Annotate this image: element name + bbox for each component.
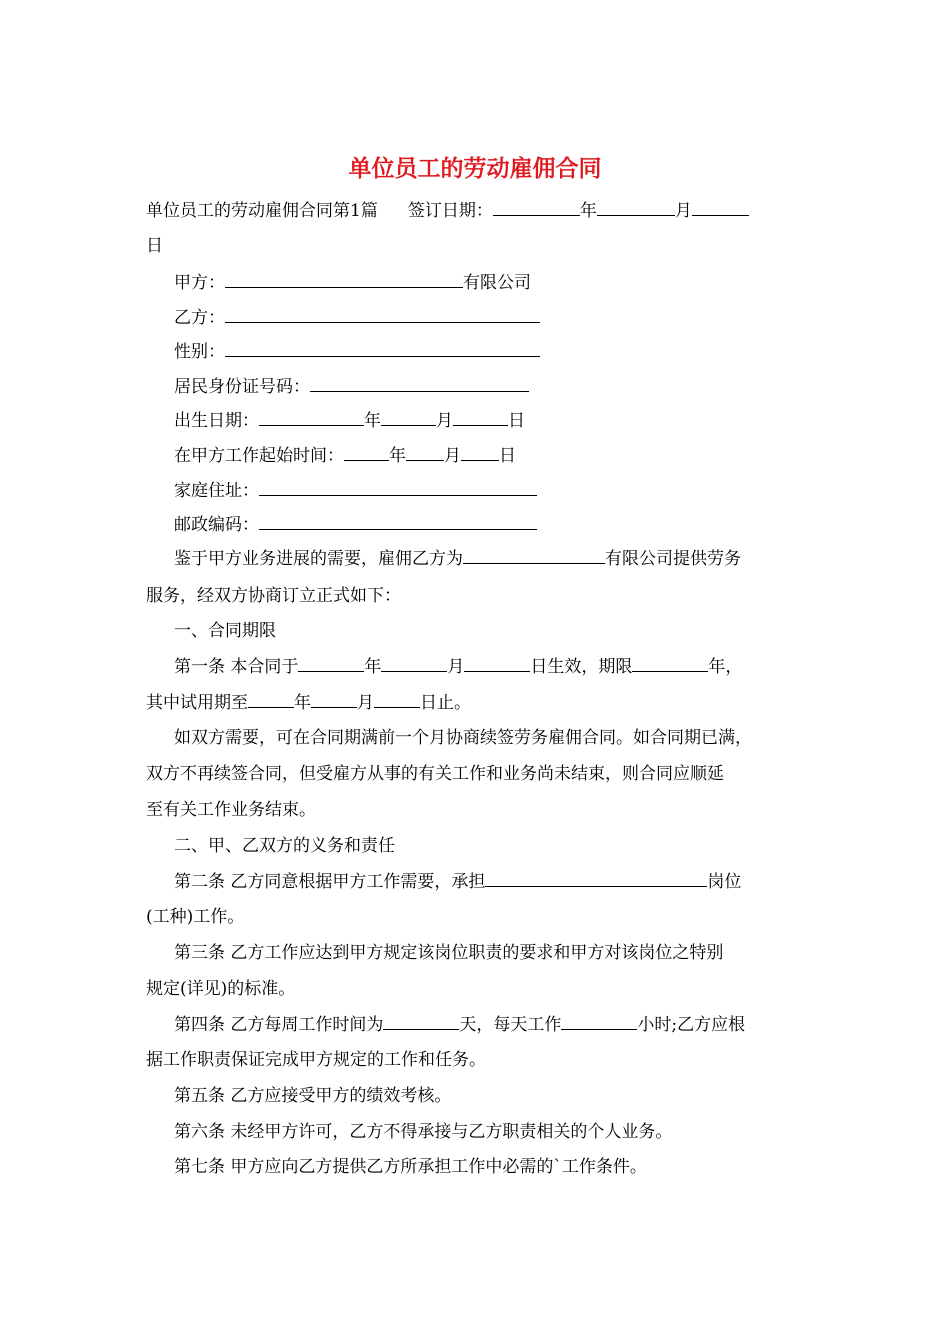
article-3-line-2: 规定(详见)的标准。: [146, 979, 296, 999]
gender-line: 性别：: [174, 339, 540, 364]
article-2-line-2: (工种)工作。: [146, 907, 245, 927]
header-line: 单位员工的劳动雇佣合同第1篇 签订日期： 年 月: [146, 198, 749, 223]
party-b-line: 乙方：: [174, 305, 540, 330]
birth-line: 出生日期： 年 月 日: [174, 408, 525, 433]
article-1-line-1: 第一条 本合同于 年 月 日生效，期限 年，: [174, 654, 742, 679]
section-1-heading: 一、合同期限: [174, 621, 276, 641]
article-1-line-2: 其中试用期至 年 月 日止。: [146, 690, 471, 715]
address-line: 家庭住址：: [174, 478, 537, 503]
renew-line-2: 双方不再续签合同，但受雇方从事的有关工作和业务尚未结束，则合同应顺延: [146, 764, 724, 784]
renew-line-1: 如双方需要，可在合同期满前一个月协商续签劳务雇佣合同。如合同期已满，: [174, 728, 752, 748]
renew-line-3: 至有关工作业务结束。: [146, 800, 316, 820]
postcode-line: 邮政编码：: [174, 512, 537, 537]
intro-line-1: 鉴于甲方业务进展的需要，雇佣乙方为 有限公司提供劳务: [174, 546, 741, 571]
article-7: 第七条 甲方应向乙方提供乙方所承担工作中必需的`工作条件。: [174, 1157, 647, 1177]
sign-date-label: 签订日期：: [407, 201, 493, 221]
article-2-line-1: 第二条 乙方同意根据甲方工作需要，承担 岗位: [174, 869, 741, 894]
doc-label: 单位员工的劳动雇佣合同第1篇: [146, 201, 378, 221]
article-4-line-1: 第四条 乙方每周工作时间为 天，每天工作 小时;乙方应根: [174, 1012, 745, 1037]
party-a-blank: [225, 270, 463, 288]
id-line: 居民身份证号码：: [174, 374, 529, 399]
header-day: 日: [146, 236, 163, 256]
intro-line-2: 服务，经双方协商订立正式如下：: [146, 586, 401, 606]
article-6: 第六条 未经甲方许可，乙方不得承接与乙方职责相关的个人业务。: [174, 1122, 673, 1142]
section-2-heading: 二、甲、乙双方的义务和责任: [174, 836, 395, 856]
document-title: 单位员工的劳动雇佣合同: [348, 156, 602, 182]
start-line: 在甲方工作起始时间： 年 月 日: [174, 443, 516, 468]
article-5: 第五条 乙方应接受甲方的绩效考核。: [174, 1086, 452, 1106]
article-4-line-2: 据工作职责保证完成甲方规定的工作和任务。: [146, 1050, 486, 1070]
article-3-line-1: 第三条 乙方工作应达到甲方规定该岗位职责的要求和甲方对该岗位之特别: [174, 943, 724, 963]
party-a-line: 甲方： 有限公司: [174, 270, 531, 295]
